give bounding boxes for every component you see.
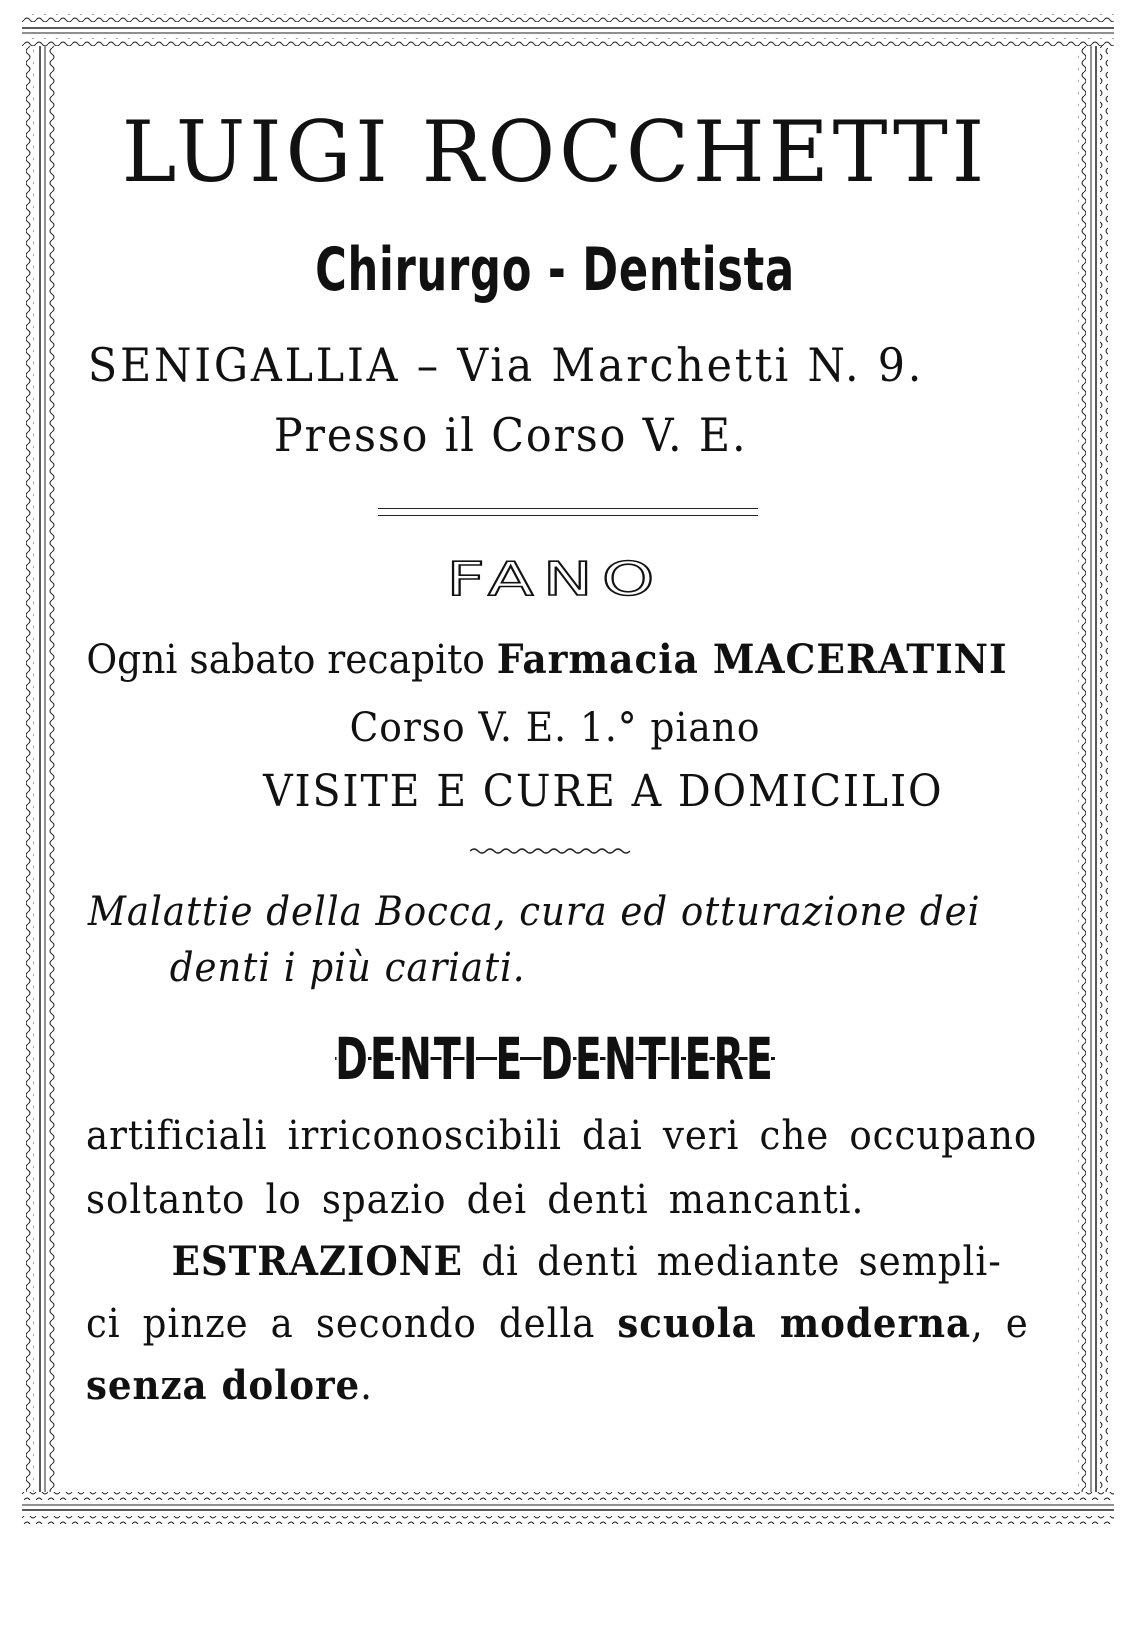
double-rule-divider (378, 508, 758, 516)
extraction-line-2 (60, 1300, 1029, 1347)
mouth-diseases-line-1: Malattie della Bocca, cura ed otturazione dei (87, 889, 981, 935)
dentures-description-line-2: soltanto lo spazio dei denti mancanti. (86, 1177, 865, 1223)
dentures-heading: DENTI E DENTIERE (335, 1025, 775, 1093)
practitioner-name: LUIGI ROCCHETTI (121, 103, 989, 201)
extraction-line-1-rest: di denti mediante sempli- (462, 1239, 1002, 1285)
city-heading-fano: FANO (446, 551, 664, 607)
painless-phrase: senza dolore (86, 1362, 361, 1409)
saturday-office-line (60, 636, 1017, 683)
saturday-office-lead: Ogni sabato recapito (86, 637, 485, 683)
address-landmark: Presso il Corso V. E. (273, 408, 748, 462)
pharmacy-name: Farmacia MACERATINI (496, 636, 1008, 683)
dentures-description-line-1: artificiali irriconoscibili dai veri che occupano (86, 1113, 1038, 1159)
extraction-line-3-end: . (360, 1363, 373, 1409)
extraction-line-3 (60, 1362, 1007, 1409)
extraction-line-2-end: , e (970, 1301, 1029, 1347)
modern-school-phrase: scuola moderna (617, 1300, 971, 1347)
wavy-rule-divider (470, 846, 630, 856)
pharmacy-floor-address: Corso V. E. 1.° piano (349, 705, 761, 751)
profession-title: Chirurgo - Dentista (315, 235, 795, 305)
mouth-diseases-line-2: denti i più cariati. (169, 945, 526, 991)
ad-content (60, 80, 1050, 1480)
extraction-line-1 (60, 1238, 1092, 1285)
senigallia-address: SENIGALLIA – Via Marchetti N. 9. (87, 338, 925, 392)
home-visits-line: VISITE E CURE A DOMICILIO (263, 766, 944, 817)
extraction-line-2-lead: ci pinze a secondo della (86, 1301, 618, 1347)
extraction-keyword: ESTRAZIONE (171, 1238, 463, 1285)
